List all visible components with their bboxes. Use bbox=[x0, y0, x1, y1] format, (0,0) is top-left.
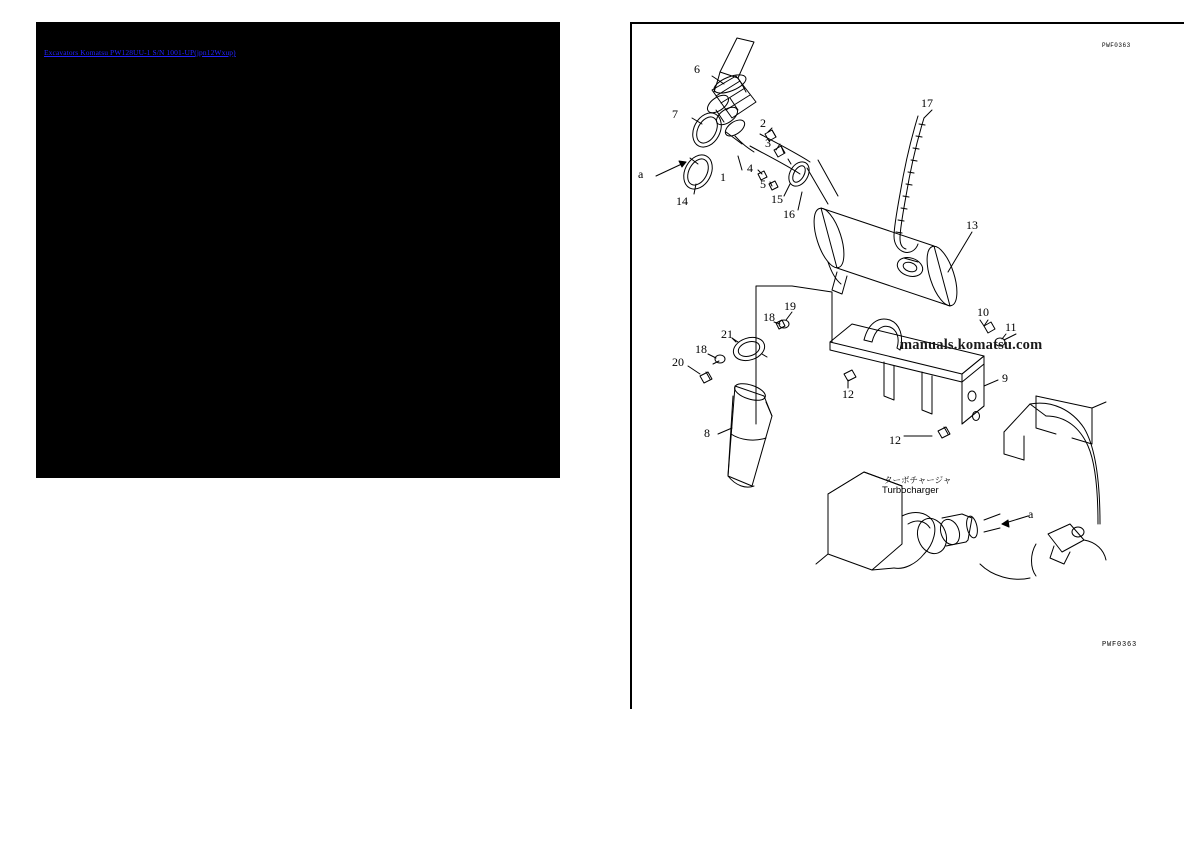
callout-9: 9 bbox=[1002, 371, 1008, 385]
ref-letter-a-left: a bbox=[638, 167, 644, 181]
callout-1: 1 bbox=[720, 170, 726, 184]
callout-21: 21 bbox=[721, 327, 733, 341]
watermark: manuals.komatsu.com bbox=[900, 337, 1043, 353]
turbocharger-label-jp: ターボチャージャ bbox=[884, 475, 952, 485]
top-drawing-code: PWF0363 bbox=[1102, 42, 1131, 49]
callout-11: 11 bbox=[1005, 320, 1017, 334]
callout-7: 7 bbox=[672, 107, 678, 121]
callout-4: 4 bbox=[747, 161, 753, 175]
callout-5: 5 bbox=[760, 177, 766, 191]
callout-8: 8 bbox=[704, 426, 710, 440]
callout-6: 6 bbox=[694, 62, 700, 76]
preview-panel bbox=[36, 22, 560, 478]
callout-12-left: 12 bbox=[842, 387, 854, 401]
callout-10: 10 bbox=[977, 305, 989, 319]
callout-17: 17 bbox=[921, 96, 933, 110]
callout-13: 13 bbox=[966, 218, 978, 232]
callout-15: 15 bbox=[771, 192, 783, 206]
callout-16: 16 bbox=[783, 207, 795, 221]
callout-12-right: 12 bbox=[889, 433, 901, 447]
callout-19: 19 bbox=[784, 299, 796, 313]
callout-20: 20 bbox=[672, 355, 684, 369]
ref-letter-a-right: a bbox=[1028, 507, 1034, 521]
callout-18-bottom: 18 bbox=[695, 342, 707, 356]
parts-diagram-panel bbox=[630, 22, 1184, 709]
callout-3: 3 bbox=[765, 136, 771, 150]
callout-14: 14 bbox=[676, 194, 688, 208]
drawing-code: PWF0363 bbox=[1102, 641, 1138, 649]
callout-2: 2 bbox=[760, 116, 766, 130]
turbocharger-label-en: Turbocharger bbox=[882, 485, 939, 496]
catalog-title-link[interactable]: Excavators Komatsu PW128UU-1 S/N 1001-UP(jpn12Wxup) bbox=[44, 48, 236, 57]
callout-18-top: 18 bbox=[763, 310, 775, 324]
exhaust-muffler-assembly-drawing bbox=[632, 24, 1184, 709]
